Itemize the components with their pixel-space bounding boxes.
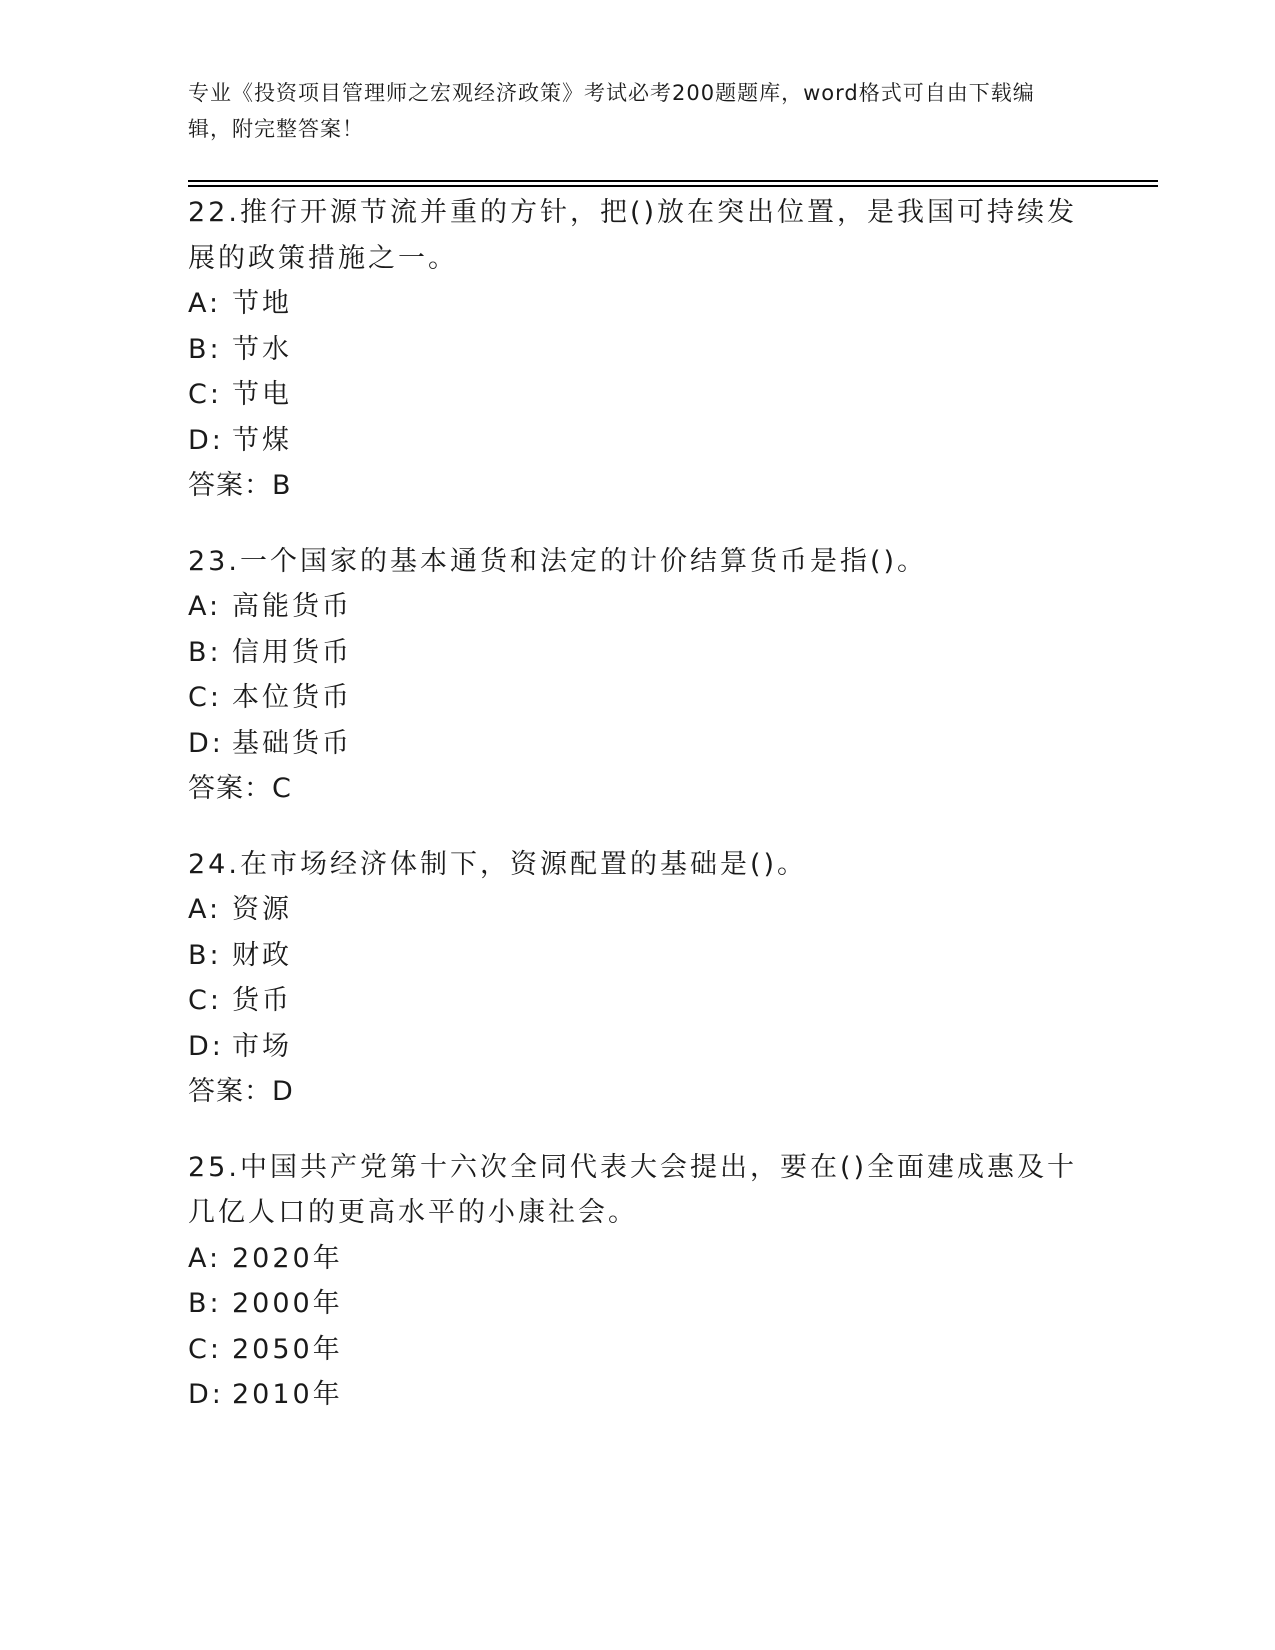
option-text: 节煤: [232, 424, 292, 456]
option-text: 财政: [232, 939, 292, 971]
option-text: 节地: [232, 288, 292, 319]
option-b: [188, 933, 1088, 979]
option-d: [188, 721, 1088, 767]
option-text: 基础货币: [232, 727, 352, 759]
question-list: [188, 190, 1088, 1448]
option-text: 本位货币: [232, 682, 352, 713]
answer-line: 答案：B: [188, 470, 292, 501]
option-c: [188, 978, 1088, 1024]
question-item: [188, 539, 1088, 812]
option-label: C:: [188, 682, 222, 713]
option-c: [188, 675, 1088, 721]
document-header: 专业《投资项目管理师之宏观经济政策》考试必考200题题库，word格式可自由下载编辑，附完整答案！: [188, 81, 1035, 141]
option-b: [188, 630, 1088, 676]
question-item: [188, 842, 1088, 1115]
option-label: C:: [188, 379, 222, 410]
option-c: [188, 1327, 1088, 1373]
option-a: [188, 887, 1088, 933]
option-a: [188, 584, 1088, 630]
option-label: A:: [188, 288, 222, 319]
option-text: 节水: [232, 333, 292, 365]
option-label: D:: [188, 1030, 224, 1062]
option-label: D:: [188, 727, 224, 759]
option-d: [188, 1024, 1088, 1070]
answer-line: 答案：C: [188, 773, 292, 804]
question-item: [188, 1145, 1088, 1418]
option-a: [188, 1236, 1088, 1282]
header-divider-second: [188, 185, 1158, 187]
option-label: A:: [188, 591, 222, 622]
option-text: 2000年: [232, 1288, 343, 1319]
question-text: 25.中国共产党第十六次全同代表大会提出，要在()全面建成惠及十几亿人口的更高水平的小康社会。: [188, 1151, 1078, 1228]
question-text: 22.推行开源节流并重的方针，把()放在突出位置，是我国可持续发展的政策措施之一。: [188, 197, 1078, 274]
option-text: 节电: [232, 379, 292, 410]
option-label: A:: [188, 894, 222, 925]
header-divider: [188, 180, 1158, 182]
option-label: B:: [188, 1288, 222, 1319]
option-label: C:: [188, 1333, 222, 1365]
option-text: 2020年: [232, 1242, 343, 1274]
option-label: B:: [188, 333, 222, 365]
option-c: [188, 372, 1088, 418]
option-d: [188, 1372, 1088, 1418]
option-b: [188, 327, 1088, 373]
answer-line: 答案：D: [188, 1076, 294, 1107]
option-text: 2010年: [232, 1379, 343, 1410]
option-text: 资源: [232, 894, 292, 925]
option-label: C:: [188, 985, 222, 1016]
option-text: 市场: [232, 1030, 292, 1062]
option-b: [188, 1281, 1088, 1327]
option-text: 货币: [232, 985, 292, 1016]
option-text: 高能货币: [232, 591, 352, 622]
option-label: A:: [188, 1242, 222, 1274]
question-text: 23.一个国家的基本通货和法定的计价结算货币是指()。: [188, 545, 928, 577]
question-text: 24.在市场经济体制下，资源配置的基础是()。: [188, 848, 808, 880]
option-text: 信用货币: [232, 636, 352, 668]
question-item: [188, 190, 1088, 509]
option-a: [188, 281, 1088, 327]
option-label: D:: [188, 424, 224, 456]
option-label: B:: [188, 939, 222, 971]
option-text: 2050年: [232, 1333, 343, 1365]
option-label: B:: [188, 636, 222, 668]
option-label: D:: [188, 1379, 224, 1410]
option-d: [188, 418, 1088, 464]
